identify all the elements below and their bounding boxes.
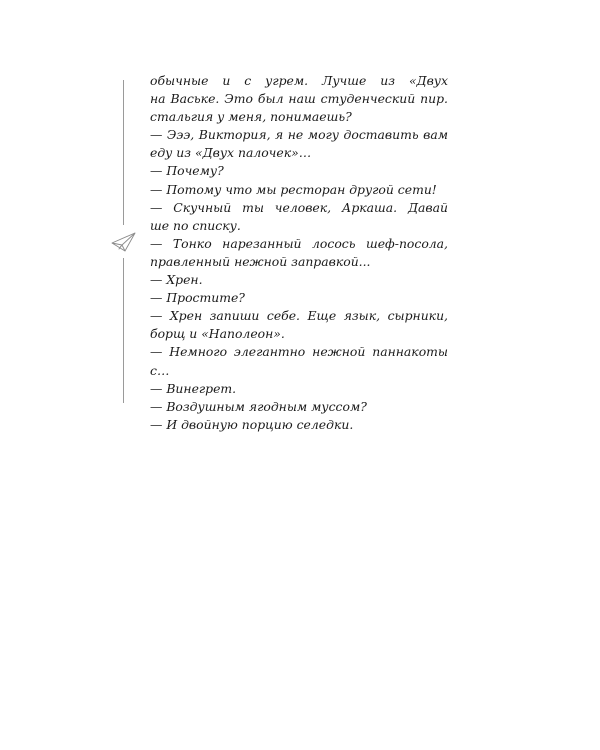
text-line: — Хрен. (150, 272, 203, 288)
text-line: ше по списку. (150, 217, 241, 233)
text-line: — И двойную порцию селедки. (150, 416, 354, 432)
text-line: — Скучный ты человек, Аркаша. Давай (150, 199, 448, 215)
text-line: — Тонко нарезанный лосось шеф-посола, (150, 235, 448, 251)
text-line: — Потому что мы ресторан другой сети! (150, 181, 437, 197)
text-line: борщ и «Наполеон». (150, 326, 285, 342)
text-line: еду из «Двух палочек»… (150, 145, 312, 161)
text-line: — Простите? (150, 290, 245, 306)
text-line: — Винегрет. (150, 380, 237, 396)
text-line: — Воздушным ягодным муссом? (150, 398, 367, 414)
text-line: с… (150, 362, 170, 378)
text-line: обычные и с угрем. Лучше из «Двух (150, 73, 448, 88)
text-line: — Эээ, Виктория, я не могу доставить вам (150, 127, 448, 143)
body-text (150, 72, 448, 434)
text-line: — Почему? (150, 163, 224, 179)
paper-plane-icon (111, 231, 137, 253)
text-line: — Немного элегантно нежной паннакоты (150, 344, 448, 360)
text-line: стальгия у меня, понимаешь? (150, 109, 352, 125)
text-line: правленный нежной заправкой... (150, 253, 371, 269)
text-line: — Хрен запиши себе. Еще язык, сырники, (150, 308, 448, 324)
margin-rule-bottom (123, 258, 124, 403)
text-line: на Ваське. Это был наш студенческий пир. (150, 91, 448, 107)
margin-rule-top (123, 80, 124, 225)
